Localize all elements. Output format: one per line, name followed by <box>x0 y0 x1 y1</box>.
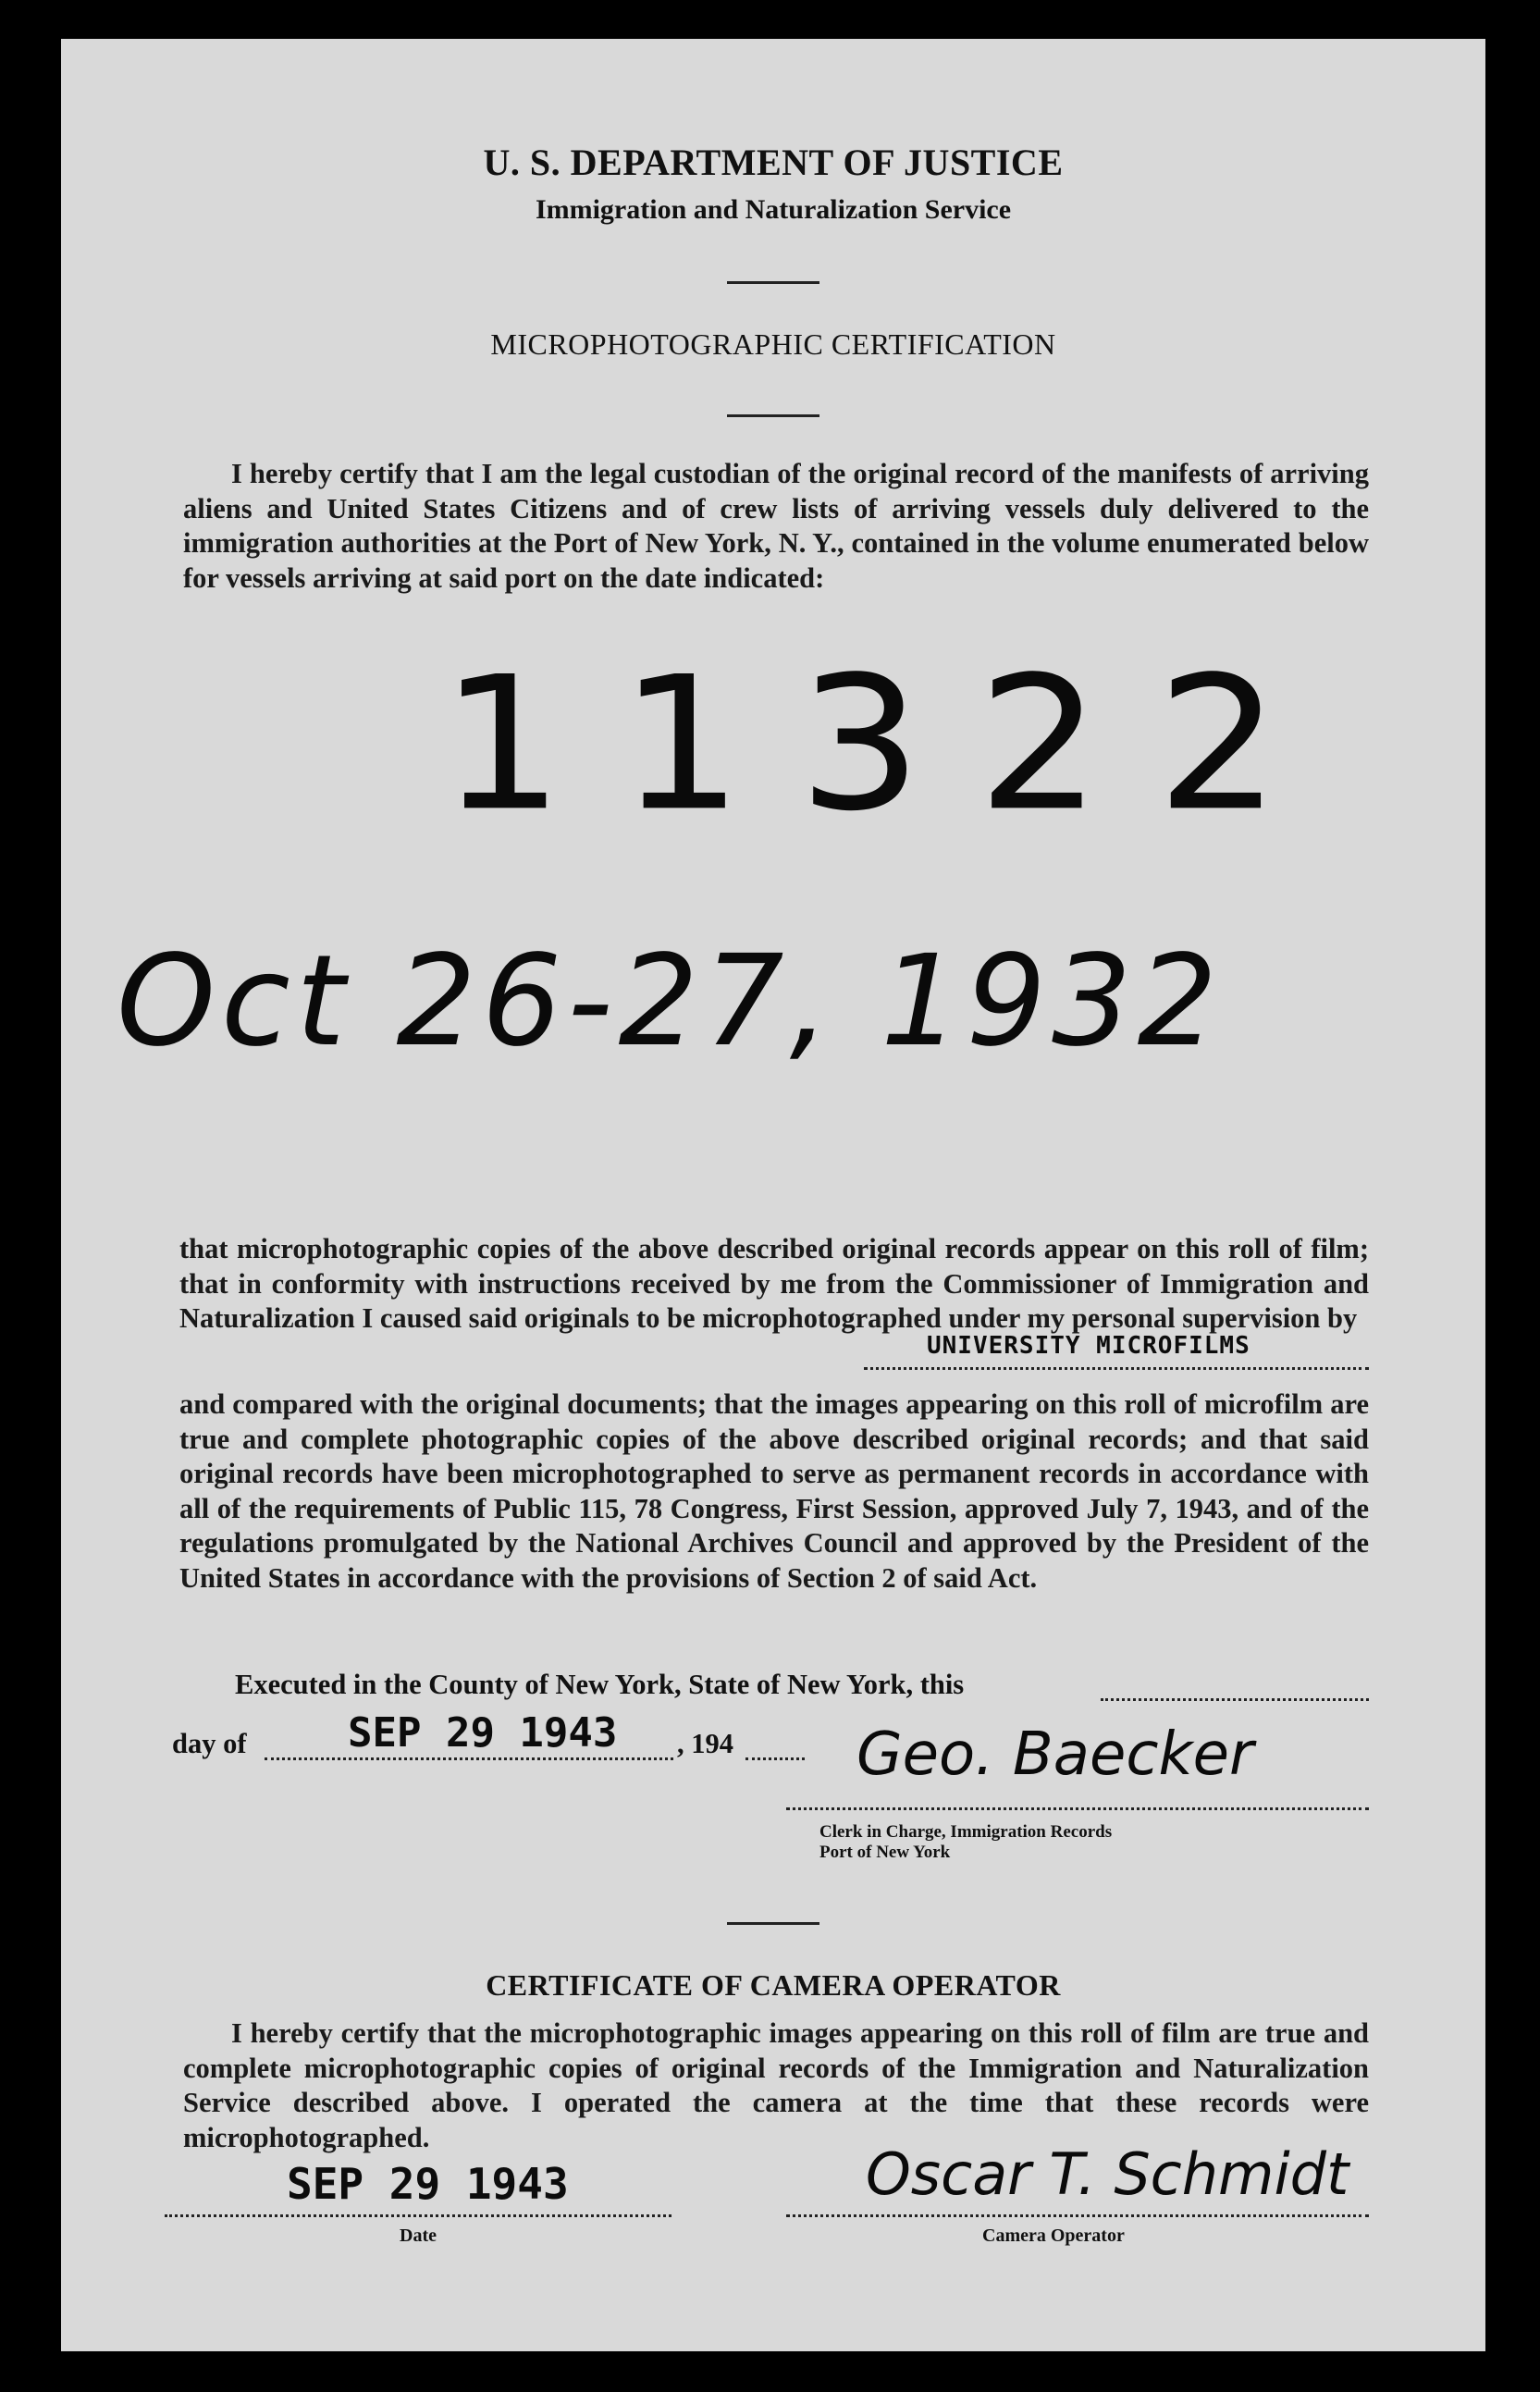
clerk-signature-line <box>786 1807 1369 1810</box>
divider <box>727 281 819 284</box>
certification-body-1: that microphotographic copies of the above described original records appear on this roll of film; that in conformity with instructions received by me from the Commissioner of Immigration and Naturalization I caused said originals to be microphotographed under my personal supervision by <box>179 1233 1369 1334</box>
day-of-label: day of <box>172 1728 247 1759</box>
operator-statement: I hereby certify that the microphotographic images appearing on this roll of film are true and complete microphotographic copies of original records of the Immigration and Naturalization Service described above. I operated the camera at the time that these records were microphotographed. <box>183 2017 1369 2153</box>
clerk-title: Clerk in Charge, Immigration Records <box>819 1822 1113 1842</box>
day-of-stamp: SEP 29 1943 <box>348 1709 618 1757</box>
agency-heading: U. S. DEPARTMENT OF JUSTICE <box>483 142 1064 183</box>
date-range: Oct 26-27, 1932 <box>117 929 1224 1075</box>
operator-section-title: CERTIFICATE OF CAMERA OPERATOR <box>486 1968 1061 2002</box>
supervisor-line <box>864 1367 1369 1370</box>
clerk-signature: Geo. Baecker <box>856 1720 1254 1789</box>
year-prefix: , 194 <box>677 1728 733 1759</box>
executed-day-line <box>1101 1698 1369 1701</box>
clerk-port: Port of New York <box>819 1843 951 1862</box>
operator-date-stamp: SEP 29 1943 <box>287 2159 569 2209</box>
divider <box>727 414 819 417</box>
day-of-line <box>265 1757 673 1760</box>
divider <box>727 1922 819 1925</box>
executed-line: Executed in the County of New York, State of New York, this <box>235 1669 965 1700</box>
supervisor-stamp: UNIVERSITY MICROFILMS <box>927 1332 1250 1360</box>
certification-body-2: and compared with the original documents; that the images appearing on this roll of microfilm are true and complete photographic copies of the above described original records; and that said original records have been microphotographed to serve as permanent records in accordance with all of the requirements of Public 115, 78 Congress, First Session, approved July 7, 1943, and of the regulations promulgated by the National Archives Council and approved by the President of the United States in accordance with the provisions of Section 2 of said Act. <box>179 1388 1369 1594</box>
certification-intro: I hereby certify that I am the legal custodian of the original record of the manifests of arriving aliens and United States Citizens and of crew lists of arriving vessels duly delivered to the immigration authorities at the Port of New York, N. Y., contained in the volume enumerated below for vessels arriving at said port on the date indicated: <box>183 458 1369 594</box>
operator-label: Camera Operator <box>982 2226 1125 2246</box>
year-line <box>745 1757 805 1760</box>
operator-signature-line <box>786 2214 1369 2217</box>
certificate-title: MICROPHOTOGRAPHIC CERTIFICATION <box>490 327 1056 361</box>
volume-number: 11322 <box>440 636 1337 852</box>
operator-date-line <box>165 2214 671 2217</box>
operator-signature: Oscar T. Schmidt <box>866 2140 1349 2208</box>
operator-date-label: Date <box>400 2226 437 2246</box>
certificate-sheet <box>61 39 1485 2351</box>
service-subheading: Immigration and Naturalization Service <box>535 194 1012 225</box>
